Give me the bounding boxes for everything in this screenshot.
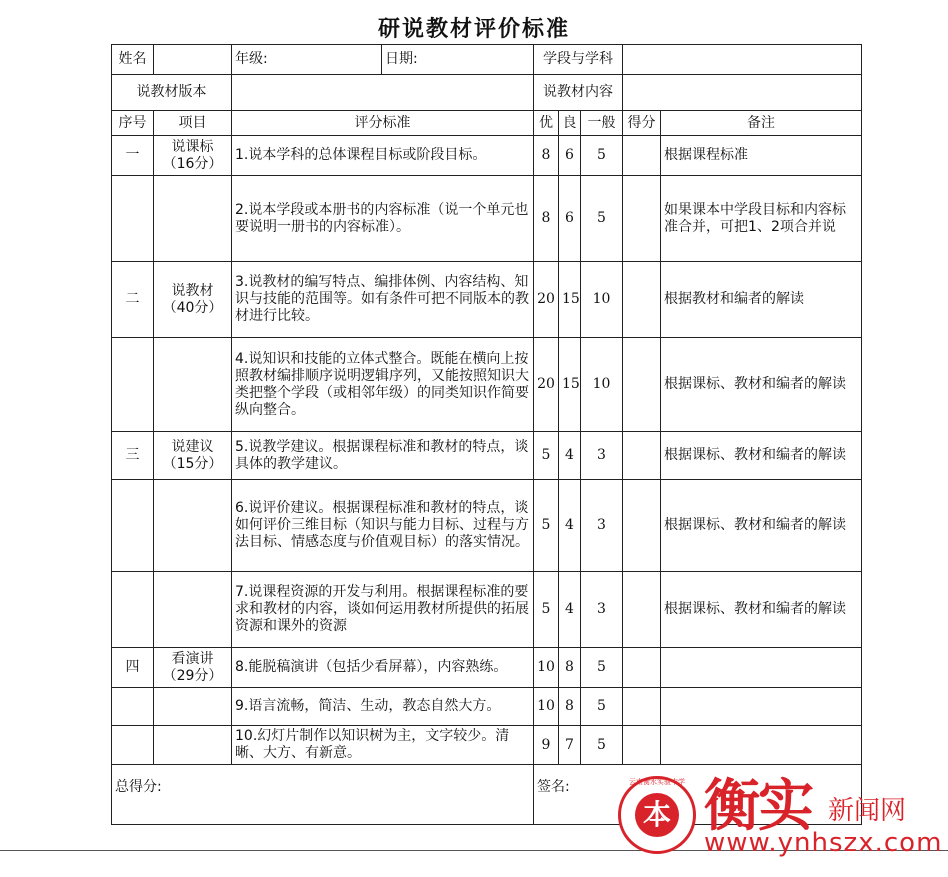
- name-label: 姓名: [112, 45, 154, 75]
- row-fair: 5: [581, 176, 623, 262]
- page-title: 研说教材评价标准: [377, 17, 570, 42]
- table-row: [112, 338, 862, 432]
- row-item: [154, 480, 232, 572]
- stage-subject-field[interactable]: [623, 45, 862, 75]
- row-remark: [661, 648, 862, 688]
- content-field[interactable]: [623, 75, 862, 111]
- row-good: 6: [559, 136, 581, 176]
- row-good: 6: [559, 176, 581, 262]
- name-field[interactable]: [154, 45, 232, 75]
- row-remark: 根据课标、教材和编者的解读: [661, 338, 862, 432]
- evaluation-form: [111, 44, 861, 825]
- col-seq: 序号: [112, 111, 154, 136]
- row-good: 15: [559, 262, 581, 338]
- table-row: [112, 726, 862, 765]
- row-item: 说课标 （16分）: [154, 136, 232, 176]
- row-excellent: 10: [534, 648, 559, 688]
- row-fair: 3: [581, 572, 623, 648]
- row-score[interactable]: [623, 726, 661, 765]
- grade-label: 年级:: [232, 45, 382, 75]
- row-fair: 3: [581, 432, 623, 480]
- row-criteria: 8.能脱稿演讲（包括少看屏幕），内容熟练。: [232, 648, 534, 688]
- row-score[interactable]: [623, 262, 661, 338]
- col-good: 良: [559, 111, 581, 136]
- row-fair: 10: [581, 338, 623, 432]
- seal-glyph: 本: [635, 793, 679, 837]
- row-remark: 根据课标、教材和编者的解读: [661, 572, 862, 648]
- col-criteria: 评分标准: [232, 111, 534, 136]
- row-criteria: 1.说本学科的总体课程目标或阶段目标。: [232, 136, 534, 176]
- row-remark: 根据课程标准: [661, 136, 862, 176]
- row-remark: 如果课本中学段目标和内容标准合并，可把1、2项合并说: [661, 176, 862, 262]
- watermark-brand: 衡实: [704, 773, 812, 839]
- evaluation-table: [111, 44, 862, 825]
- row-criteria: 9.语言流畅，简洁、生动，教态自然大方。: [232, 688, 534, 726]
- row-item: [154, 338, 232, 432]
- row-excellent: 5: [534, 480, 559, 572]
- row-seq: 二: [112, 262, 154, 338]
- row-good: 15: [559, 338, 581, 432]
- row-fair: 5: [581, 136, 623, 176]
- row-criteria: 6.说评价建议。根据课程标准和教材的特点，谈如何评价三维目标（知识与能力目标、过程与方法目标、情感态度与价值观目标）的落实情况。: [232, 480, 534, 572]
- row-excellent: 9: [534, 726, 559, 765]
- row-item: 说教材 （40分）: [154, 262, 232, 338]
- watermark-logo: [618, 762, 948, 862]
- col-fair: 一般: [581, 111, 623, 136]
- row-good: 8: [559, 688, 581, 726]
- row-seq: [112, 338, 154, 432]
- table-row: [112, 572, 862, 648]
- row-fair: 3: [581, 480, 623, 572]
- edition-field[interactable]: [232, 75, 534, 111]
- row-good: 4: [559, 572, 581, 648]
- table-row: [112, 688, 862, 726]
- row-excellent: 8: [534, 176, 559, 262]
- row-score[interactable]: [623, 176, 661, 262]
- row-remark: 根据课标、教材和编者的解读: [661, 480, 862, 572]
- table-row: [112, 432, 862, 480]
- row-seq: [112, 480, 154, 572]
- row-item: 说建议 （15分）: [154, 432, 232, 480]
- table-row: [112, 176, 862, 262]
- row-remark: [661, 688, 862, 726]
- table-row: [112, 648, 862, 688]
- row-remark: 根据教材和编者的解读: [661, 262, 862, 338]
- row-score[interactable]: [623, 572, 661, 648]
- row-criteria: 10.幻灯片制作以知识树为主，文字较少。清晰、大方、有新意。: [232, 726, 534, 765]
- row-good: 8: [559, 648, 581, 688]
- content-label: 说教材内容: [534, 75, 623, 111]
- stage-subject-label: 学段与学科: [534, 45, 623, 75]
- row-excellent: 20: [534, 262, 559, 338]
- row-score[interactable]: [623, 688, 661, 726]
- col-item: 项目: [154, 111, 232, 136]
- signature-label: 签名:: [534, 765, 862, 825]
- row-criteria: 3.说教材的编写特点、编排体例、内容结构、知识与技能的范围等。如有条件可把不同版本的教材进行比较。: [232, 262, 534, 338]
- row-good: 7: [559, 726, 581, 765]
- row-seq: [112, 688, 154, 726]
- row-score[interactable]: [623, 648, 661, 688]
- table-row: [112, 136, 862, 176]
- row-excellent: 20: [534, 338, 559, 432]
- row-fair: 5: [581, 688, 623, 726]
- row-item: [154, 726, 232, 765]
- row-remark: 根据课标、教材和编者的解读: [661, 432, 862, 480]
- row-seq: 三: [112, 432, 154, 480]
- edition-label: 说教材版本: [112, 75, 232, 111]
- row-fair: 5: [581, 726, 623, 765]
- row-score[interactable]: [623, 338, 661, 432]
- row-excellent: 8: [534, 136, 559, 176]
- watermark-url[interactable]: www.ynhszx.com: [704, 828, 943, 858]
- row-good: 4: [559, 432, 581, 480]
- watermark-sub: 新闻网: [828, 796, 907, 826]
- school-seal-icon: [618, 776, 696, 854]
- table-row: [112, 480, 862, 572]
- row-excellent: 5: [534, 572, 559, 648]
- table-row: [112, 262, 862, 338]
- row-item: [154, 176, 232, 262]
- row-criteria: 2.说本学段或本册书的内容标准（说一个单元也要说明一册书的内容标准）。: [232, 176, 534, 262]
- total-score-label: 总得分:: [112, 765, 534, 825]
- seal-text: 云南衡水实验中学: [629, 778, 685, 786]
- row-criteria: 5.说教学建议。根据课程标准和教材的特点，谈具体的教学建议。: [232, 432, 534, 480]
- date-label: 日期:: [382, 45, 534, 75]
- row-seq: 一: [112, 136, 154, 176]
- row-seq: 四: [112, 648, 154, 688]
- row-excellent: 5: [534, 432, 559, 480]
- row-item: 看演讲 （29分）: [154, 648, 232, 688]
- row-good: 4: [559, 480, 581, 572]
- row-criteria: 7.说课程资源的开发与利用。根据课程标准的要求和教材的内容，谈如何运用教材所提供的拓展资源和课外的资源: [232, 572, 534, 648]
- row-score[interactable]: [623, 432, 661, 480]
- row-score[interactable]: [623, 136, 661, 176]
- row-item: [154, 688, 232, 726]
- row-seq: [112, 176, 154, 262]
- row-fair: 5: [581, 648, 623, 688]
- row-excellent: 10: [534, 688, 559, 726]
- row-seq: [112, 726, 154, 765]
- row-item: [154, 572, 232, 648]
- row-score[interactable]: [623, 480, 661, 572]
- row-remark: [661, 726, 862, 765]
- col-excellent: 优: [534, 111, 559, 136]
- row-fair: 10: [581, 262, 623, 338]
- row-seq: [112, 572, 154, 648]
- col-score: 得分: [623, 111, 661, 136]
- row-criteria: 4.说知识和技能的立体式整合。既能在横向上按照教材编排顺序说明逻辑序列，又能按照知识大类把整个学段（或相邻年级）的同类知识作简要纵向整合。: [232, 338, 534, 432]
- col-remark: 备注: [661, 111, 862, 136]
